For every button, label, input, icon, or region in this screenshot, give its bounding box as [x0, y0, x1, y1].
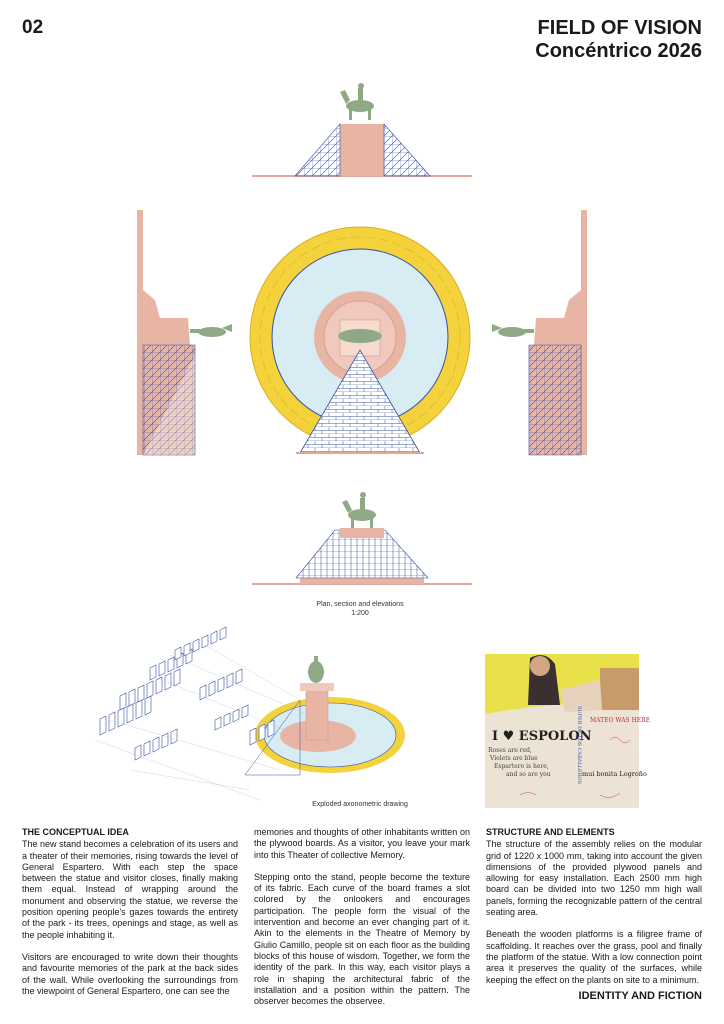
graffiti-mateo: MATEO WAS HERE — [590, 717, 651, 724]
axo-panel — [150, 665, 156, 680]
axo-panel — [171, 729, 177, 744]
axo-panel — [118, 708, 124, 727]
elevation-right — [492, 210, 587, 455]
axo-panel — [168, 657, 174, 672]
axo-panel — [259, 724, 265, 741]
axo-panel — [200, 685, 206, 700]
axo-panel — [215, 717, 221, 730]
statue-top — [340, 83, 374, 120]
graffiti-poem-1: Roses are red, — [488, 747, 532, 754]
photo-graffiti-wall — [485, 654, 650, 808]
column-paragraph: memories and thoughts of other inhabitants written on the plywood boards. As a visitor, you leave your mark into this Theater of collective Memory. — [254, 827, 470, 860]
axo-panel — [147, 681, 153, 698]
axo-panel — [138, 685, 144, 702]
column-paragraph: The structure of the assembly relies on the modular grid of 1220 x 1000 mm, taking into account the given dimensions of the provided plywood panels and allowing for easy installation. Each 2500 mm high board can be divided into two 1250 mm high wall panels, forming the recognizable pattern of the central seating area. — [486, 839, 702, 918]
axo-panel — [211, 631, 217, 644]
axo-panel — [145, 696, 151, 715]
axo-panel — [174, 669, 180, 686]
axo-panel — [227, 673, 233, 688]
statue-left — [190, 324, 232, 337]
axo-panel — [136, 700, 142, 719]
graffiti-poem-4: and so are you — [506, 771, 551, 778]
text-column-2 — [254, 827, 470, 1018]
column-paragraph: Beneath the wooden platforms is a filigree frame of scaffolding. It reaches over the grass, pool and finally the platform of the statue. With a low connection point area it preserves the quality of the surfaces, while keeping the effect on the plants on site to a minimum. — [486, 929, 702, 985]
plan-caption-title: Plan, section and elevations — [316, 601, 404, 608]
column-paragraph: Stepping onto the stand, people become the texture of its fabric. Each curve of the board frames a slot colored by the onlookers and encourages participation. The people form the visual of the intervention and become an ever changing part of it. Akin to the elements in the Theatre of Memory by Giulio Camillo, people sit on each floor as the building blocks of this house of wisdom. Together, we form the identity of the park. In this way, each visitor plays a role in shaping the architectural fabric of the installation and a position within the pattern. The observer becomes the observee. — [254, 871, 470, 1007]
elevation-top — [252, 83, 472, 176]
axo-panel — [144, 741, 150, 756]
axo-panel — [162, 733, 168, 748]
axo-panel — [220, 627, 226, 640]
footer-label: IDENTITY AND FICTION — [578, 990, 702, 1002]
axo-panel — [236, 669, 242, 684]
axo-panel — [224, 713, 230, 726]
project-title: FIELD OF VISION — [537, 17, 702, 39]
column-paragraph: The new stand becomes a celebration of its users and a theater of their memories, rising towards the level of General Espartero. With each step the space between the statue and visitor closes, finally making them equal. Instead of wrapping around the monument and observing the statue, we reverse the position opening people's gazes towards the entirety of the park - its trees, openings and stage, as well as the people inhabiting it. — [22, 839, 238, 940]
axo-panel — [135, 745, 141, 760]
axo-panel — [218, 677, 224, 692]
graffiti-logrono: mui bonita Logroño — [582, 770, 647, 778]
project-subtitle: Concéntrico 2026 — [535, 40, 702, 62]
axo-panel — [159, 661, 165, 676]
axo-caption: Exploded axonometric drawing — [312, 801, 408, 808]
axo-panel — [129, 689, 135, 706]
graffiti-main: I ♥ ESPOLON — [492, 729, 592, 744]
axonometric-drawing — [95, 627, 405, 800]
column-heading: THE CONCEPTUAL IDEA — [22, 827, 129, 837]
elevation-left — [137, 210, 232, 455]
axo-panel — [100, 716, 106, 735]
text-column-1 — [22, 827, 238, 1008]
text-column-3 — [486, 827, 702, 997]
statue-bottom — [342, 492, 376, 528]
page-number: 02 — [22, 17, 44, 38]
section-bottom — [252, 492, 472, 584]
axo-panel — [153, 737, 159, 752]
plan-central — [250, 227, 470, 453]
axo-panel — [120, 693, 126, 710]
column-paragraph: Visitors are encouraged to write down their thoughts and favourite memories of the park at the back sides of the wall. While overlooking the surroundings from the viewpoint of General Espartero, one can see the — [22, 951, 238, 996]
column-heading: STRUCTURE AND ELEMENTS — [486, 827, 615, 837]
axo-panel — [193, 639, 199, 652]
graffiti-poem-3: Espartero is here, — [494, 763, 549, 770]
axo-panel — [127, 704, 133, 723]
graffiti-poem-2: Violets are blue — [490, 755, 538, 762]
axo-panel — [268, 720, 274, 737]
axo-panel — [250, 728, 256, 745]
axo-panel — [109, 712, 115, 731]
plan-caption-scale: 1:200 — [351, 610, 369, 617]
graffiti-vertical: SUPER DE LOS CABALLEROS — [576, 706, 582, 784]
plan-caption — [280, 600, 440, 618]
axo-panel — [242, 705, 248, 718]
axo-panel — [209, 681, 215, 696]
statue-right — [492, 324, 534, 337]
